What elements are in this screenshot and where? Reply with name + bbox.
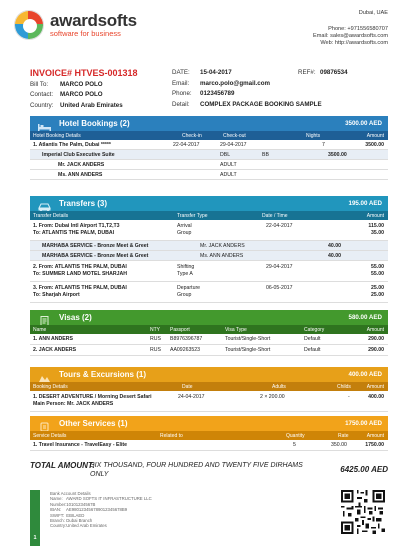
col-date: Date bbox=[182, 383, 193, 390]
transfer-subtype: Type A bbox=[177, 270, 193, 277]
ref-label: REF#: bbox=[298, 69, 316, 76]
services-amount: 1750.00 AED bbox=[345, 420, 382, 427]
visa-nationality: RUS bbox=[150, 347, 161, 353]
services-col-headers bbox=[30, 431, 388, 440]
tour-row bbox=[30, 391, 388, 412]
bank-country-label: Country: bbox=[50, 523, 67, 529]
hotel-section bbox=[30, 116, 388, 180]
service-name: MARHABA SERVICE - Bronze Meet & Greet bbox=[42, 253, 149, 259]
col-quantity: Quantity bbox=[286, 432, 305, 439]
transfer-subamount: 35.00 bbox=[371, 229, 384, 236]
bank-branch-label: Branch: bbox=[50, 518, 65, 524]
services-header bbox=[30, 416, 388, 431]
total-label: TOTAL AMOUNT: bbox=[30, 461, 95, 470]
col-transfer-type: Transfer Type bbox=[177, 212, 208, 219]
transfer-subtype: Group bbox=[177, 229, 192, 236]
visa-category: Default bbox=[304, 336, 321, 342]
total-block bbox=[30, 461, 388, 478]
bed-icon bbox=[38, 119, 51, 129]
service-name: MARHABA SERVICE - Bronze Meet & Greet bbox=[42, 243, 149, 249]
hotel-header bbox=[30, 116, 388, 131]
tour-icon bbox=[38, 370, 51, 380]
col-amount: Amount bbox=[366, 383, 384, 390]
col-name: Name bbox=[33, 326, 47, 333]
transfer-row bbox=[30, 261, 388, 282]
visa-passport: AA09263523 bbox=[170, 347, 201, 353]
visas-amount: 580.00 AED bbox=[348, 314, 382, 321]
visa-nationality: RUS bbox=[150, 336, 161, 342]
visa-type: Tourist/Single-Short bbox=[225, 347, 271, 353]
page-number: 1 bbox=[30, 490, 40, 546]
transfer-type: Arrival bbox=[177, 223, 192, 229]
contact-value: MARCO POLO bbox=[60, 91, 103, 99]
hotel-name: 1. Atlantis The Palm, Dubai ***** bbox=[33, 142, 111, 148]
col-nights: Nights bbox=[306, 132, 321, 139]
transfers-col-headers bbox=[30, 211, 388, 220]
service-amount: 40.00 bbox=[328, 243, 341, 249]
guest-row bbox=[30, 160, 388, 170]
hotel-checkin: 22-04-2017 bbox=[173, 142, 200, 148]
invoice-number: INVOICE# HTVES-001318 bbox=[30, 68, 138, 78]
phone-value: 0123456789 bbox=[200, 90, 235, 98]
service-guest: Mr. JACK ANDERS bbox=[200, 243, 245, 249]
invoice-billing bbox=[30, 68, 138, 111]
date-label: DATE: bbox=[172, 69, 190, 76]
transfer-to: To: ATLANTIS THE PALM, DUBAI bbox=[33, 229, 115, 236]
hotel-checkout: 29-04-2017 bbox=[220, 142, 247, 148]
guest-name: Mr. JACK ANDERS bbox=[58, 162, 105, 168]
transfer-amount: 25.00 bbox=[371, 285, 384, 291]
col-amount: Amount bbox=[366, 132, 384, 139]
col-amount: Amount bbox=[366, 212, 384, 219]
service-qty: 5 bbox=[293, 442, 296, 448]
transfer-service-row bbox=[30, 241, 388, 251]
transfers-title: Transfers (3) bbox=[59, 199, 108, 208]
guest-type: ADULT bbox=[220, 172, 237, 178]
transfer-subamount: 25.00 bbox=[371, 291, 384, 298]
visa-row bbox=[30, 334, 388, 345]
col-booking-details: Booking Details bbox=[33, 383, 68, 390]
tours-section bbox=[30, 367, 388, 412]
room-board: BB bbox=[262, 152, 269, 158]
tour-amount: 400.00 bbox=[368, 394, 384, 400]
hotel-title: Hotel Bookings (2) bbox=[59, 119, 130, 128]
transfer-from: 3. From: ATLANTIS THE PALM, DUBAI bbox=[33, 285, 127, 291]
visas-col-headers bbox=[30, 325, 388, 334]
bank-details-block bbox=[30, 490, 388, 546]
visa-passport: B8976396787 bbox=[170, 336, 203, 342]
visas-header bbox=[30, 310, 388, 325]
col-transfer-details: Transfer Details bbox=[33, 212, 69, 219]
total-in-words: SIX THOUSAND, FOUR HUNDRED AND TWENTY FIVE DIRHAMS ONLY bbox=[90, 462, 303, 478]
bank-number: 10101234567B bbox=[66, 501, 96, 507]
bill-to-value: MARCO POLO bbox=[60, 80, 103, 88]
col-service-details: Service Details bbox=[33, 432, 67, 439]
country-value: United Arab Emirates bbox=[60, 101, 123, 109]
tour-childs: - bbox=[348, 394, 350, 400]
tour-adults: 2 × 200.00 bbox=[260, 394, 285, 400]
transfer-row bbox=[30, 282, 388, 303]
bank-swift-label: SWIFT: bbox=[50, 512, 65, 518]
service-desc: 1. Travel Insurance - TravelEasy - Elite bbox=[33, 442, 127, 448]
service-row bbox=[30, 440, 388, 451]
col-adults: Adults bbox=[272, 383, 286, 390]
bank-number-label: Number: bbox=[50, 501, 67, 507]
guest-type: ADULT bbox=[220, 162, 237, 168]
email-label: Email: bbox=[172, 79, 190, 87]
services-title: Other Services (1) bbox=[59, 419, 128, 428]
visa-amount: 290.00 bbox=[368, 336, 384, 342]
visas-title: Visas (2) bbox=[59, 313, 92, 322]
email-value: marco.polo@gmail.com bbox=[200, 79, 270, 87]
tours-amount: 400.00 AED bbox=[348, 371, 382, 378]
transfer-amount: 55.00 bbox=[371, 264, 384, 270]
col-hotel-details: Hotel Booking Details bbox=[33, 132, 81, 139]
col-visa-type: Visa Type bbox=[225, 326, 247, 333]
transfers-header bbox=[30, 196, 388, 211]
total-value: 6425.00 AED bbox=[340, 465, 388, 474]
room-row bbox=[30, 150, 388, 160]
services-section bbox=[30, 416, 388, 451]
col-related-to: Related to bbox=[160, 432, 183, 439]
service-rate: 350.00 bbox=[331, 442, 347, 448]
company-city: Dubai, UAE bbox=[358, 10, 388, 16]
company-tagline: software for business bbox=[50, 29, 121, 39]
hotel-nights: 7 bbox=[322, 142, 325, 148]
visa-amount: 290.00 bbox=[368, 347, 384, 353]
col-rate: Rate bbox=[338, 432, 349, 439]
hotel-row bbox=[30, 140, 388, 150]
tours-col-headers bbox=[30, 382, 388, 391]
transfer-to: To: SUMMER LAND MOTEL SHARJAH bbox=[33, 270, 128, 277]
phone-label: Phone: bbox=[172, 90, 192, 98]
service-icon bbox=[38, 419, 51, 429]
service-amount: 1750.00 bbox=[365, 442, 384, 448]
room-name: Imperial Club Executive Suite bbox=[42, 152, 115, 158]
room-type: DBL bbox=[220, 152, 231, 158]
service-amount: 40.00 bbox=[328, 253, 341, 259]
visa-name: 2. JACK ANDERS bbox=[33, 347, 77, 353]
hotel-col-headers bbox=[30, 131, 388, 140]
col-category: Category bbox=[304, 326, 325, 333]
visa-name: 1. ANN ANDERS bbox=[33, 336, 73, 342]
contact-label: Contact: bbox=[30, 91, 54, 99]
visas-section bbox=[30, 310, 388, 356]
visa-category: Default bbox=[304, 347, 321, 353]
document-icon bbox=[38, 313, 51, 323]
transfers-section bbox=[30, 196, 388, 303]
tour-person: Main Person: Mr. JACK ANDERS bbox=[33, 400, 114, 407]
detail-label: Detail: bbox=[172, 100, 190, 108]
bank-details bbox=[50, 491, 152, 529]
company-contact bbox=[313, 10, 388, 47]
transfer-from: 2. From: ATLANTIS THE PALM, DUBAI bbox=[33, 264, 127, 270]
bank-iban: AE980123456789012345678B9 bbox=[65, 507, 128, 513]
tour-desc: 1. DESERT ADVENTURE / Morning Desert Safari bbox=[33, 394, 152, 400]
company-name: awardsofts bbox=[50, 11, 137, 31]
invoice-ref bbox=[298, 68, 348, 79]
tours-header bbox=[30, 367, 388, 382]
tour-date: 24-04-2017 bbox=[178, 394, 205, 400]
car-icon bbox=[38, 199, 51, 209]
transfer-date: 22-04-2017 bbox=[266, 223, 293, 229]
guest-row bbox=[30, 170, 388, 180]
transfer-date: 06-05-2017 bbox=[266, 285, 293, 291]
country-label: Country: bbox=[30, 101, 54, 109]
guest-name: Ms. ANN ANDERS bbox=[58, 172, 103, 178]
logo-mark-icon bbox=[14, 10, 44, 40]
transfers-amount: 195.00 AED bbox=[348, 200, 382, 207]
transfer-date: 29-04-2017 bbox=[266, 264, 293, 270]
bank-iban-label: IBAN: bbox=[50, 507, 62, 513]
col-childs: Childs bbox=[337, 383, 351, 390]
company-email: Email: sales@awardsofts.com bbox=[312, 33, 388, 39]
col-passport: Passport bbox=[170, 326, 190, 333]
qr-code-icon bbox=[341, 490, 385, 534]
transfer-service-row bbox=[30, 251, 388, 261]
service-guest: Ms. ANN ANDERS bbox=[200, 253, 244, 259]
transfer-type: Shifting bbox=[177, 264, 195, 270]
bank-name-label: Name: bbox=[50, 496, 63, 502]
hotel-amount: 3500.00 AED bbox=[345, 120, 382, 127]
transfer-subtype: Group bbox=[177, 291, 192, 298]
tours-title: Tours & Excursions (1) bbox=[59, 370, 146, 379]
transfer-from: 1. From: Dubai Intl Airport T1,T2,T3 bbox=[33, 223, 120, 229]
bank-title: Bank Account Details bbox=[50, 491, 91, 496]
col-checkin: Check-in bbox=[182, 132, 202, 139]
visa-type: Tourist/Single-Short bbox=[225, 336, 271, 342]
transfer-to: To: Sharjah Airport bbox=[33, 291, 80, 298]
visa-row bbox=[30, 345, 388, 356]
col-checkout: Check-out bbox=[223, 132, 246, 139]
bank-swift: EBILAED bbox=[66, 512, 85, 518]
transfer-row bbox=[30, 220, 388, 241]
bank-name: AWARD SOFTS IT INFRASTRUCTURE LLC bbox=[65, 496, 152, 502]
bank-branch: Dubai Branch bbox=[66, 518, 93, 524]
col-nationality: NTY bbox=[150, 326, 160, 333]
detail-value: COMPLEX PACKAGE BOOKING SAMPLE bbox=[200, 100, 322, 108]
bank-country: United Arab Emirates bbox=[66, 523, 107, 529]
col-amount: Amount bbox=[366, 432, 384, 439]
bill-to-label: Bill To: bbox=[30, 80, 49, 88]
ref-value: 09876534 bbox=[320, 69, 348, 76]
transfer-amount: 115.00 bbox=[368, 223, 384, 229]
company-logo bbox=[14, 10, 137, 40]
transfer-type: Departure bbox=[177, 285, 201, 291]
date-value: 15-04-2017 bbox=[200, 69, 232, 76]
company-phone: Phone: +971556580707 bbox=[328, 26, 388, 32]
room-total: 3500.00 bbox=[328, 152, 347, 158]
col-date-time: Date / Time bbox=[262, 212, 288, 219]
company-web: Web: http://awardsofts.com bbox=[320, 40, 388, 46]
col-amount: Amount bbox=[366, 326, 384, 333]
hotel-total: 3500.00 bbox=[365, 142, 384, 148]
transfer-subamount: 55.00 bbox=[371, 270, 384, 277]
